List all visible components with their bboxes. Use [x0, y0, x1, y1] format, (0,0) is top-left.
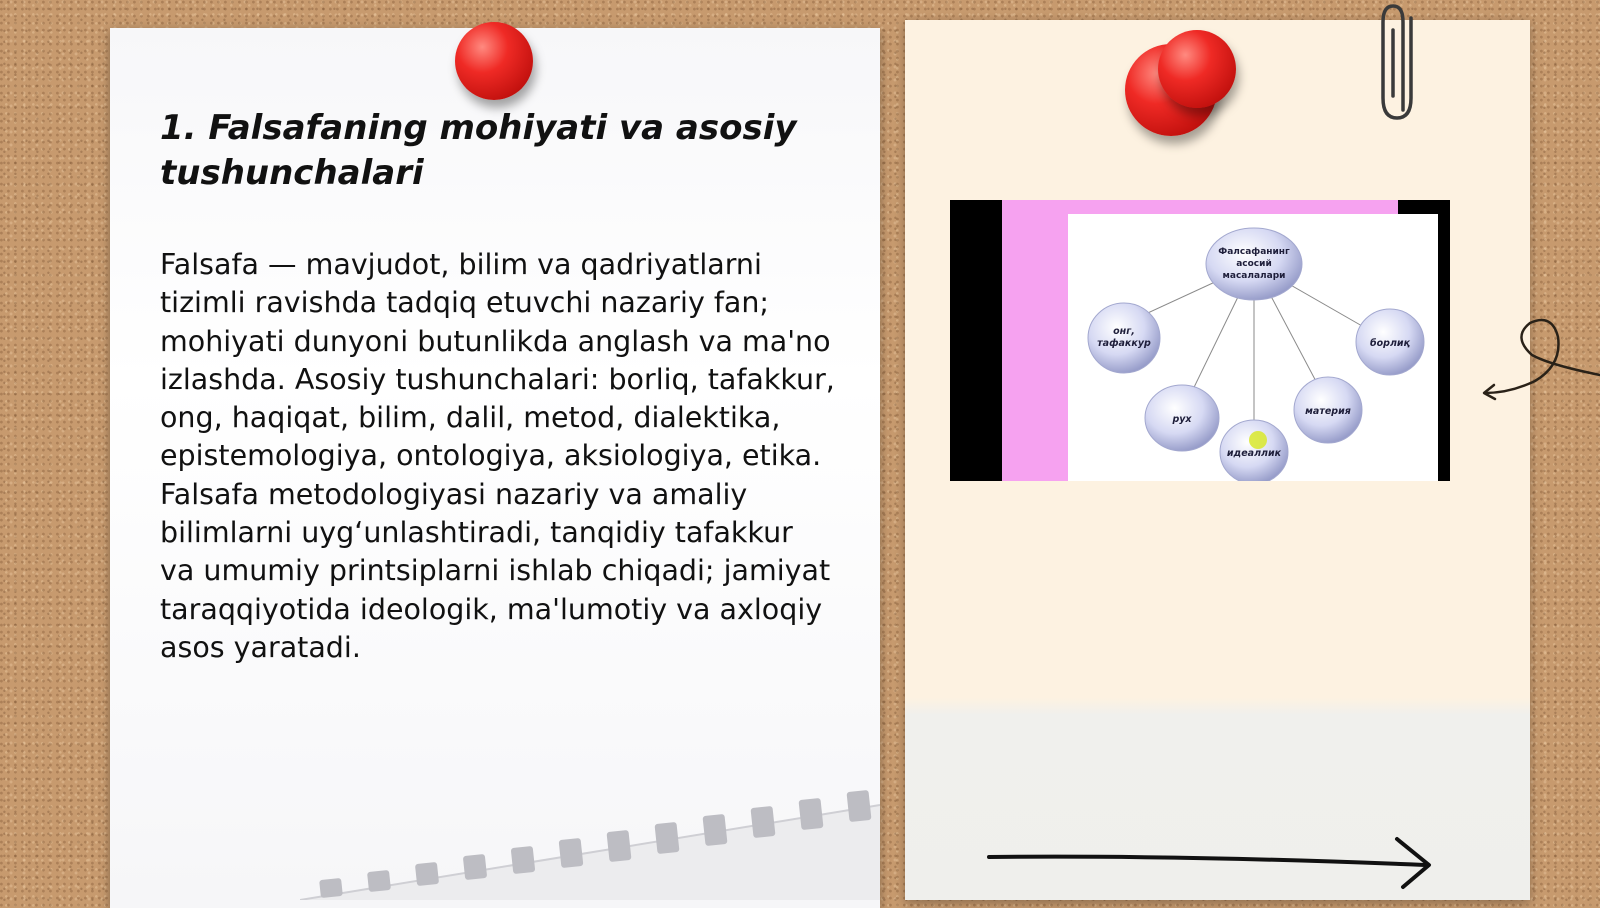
diagram-node-idealizm — [1220, 420, 1288, 481]
svg-text:рух: рух — [1172, 414, 1192, 425]
embedded-video-frame[interactable] — [950, 200, 1450, 481]
diagram-center-node — [1206, 228, 1302, 300]
diagram-node-borliq — [1356, 309, 1424, 375]
push-pin-icon — [455, 22, 533, 100]
svg-text:борлиқ: борлиқ — [1369, 338, 1411, 349]
video-pink-border — [1002, 200, 1411, 481]
paperclip-icon — [1375, 0, 1425, 125]
svg-text:онг,: онг, — [1113, 326, 1135, 337]
video-content — [1068, 214, 1438, 481]
arrow-right-icon — [985, 835, 1445, 890]
svg-text:тафаккур: тафаккур — [1097, 338, 1151, 349]
philosophy-concept-diagram — [1068, 214, 1438, 481]
push-pin-icon — [1158, 30, 1236, 108]
diagram-node-ong — [1088, 303, 1160, 373]
torn-notebook-edge — [300, 785, 880, 900]
svg-text:масалалари: масалалари — [1222, 271, 1286, 281]
svg-text:материя: материя — [1305, 406, 1351, 417]
svg-text:идеаллик: идеаллик — [1226, 448, 1282, 459]
diagram-node-ruh — [1145, 385, 1219, 451]
diagram-node-materiya — [1294, 377, 1362, 443]
slide-body-text: Falsafa — mavjudot, bilim va qadriyatlarni tizimli ravishda tadqiq etuvchi nazariy fan; mohiyati dunyoni butunlikda anglash va ma'no izlashda. Asosiy tushunchalari: borliq, tafakkur, ong, haqiqat, bilim, dalil, metod, dialektika, epistemologiya, ontologiya, aksiologiya, etika. Falsafa metodologiyasi nazariy va amaliy bilimlarni uyg‘unlashtiradi, tanqidiy tafakkur va umumiy printsiplarni ishlab chiqadi; jamiyat taraqqiyotida ideologik, ma'lumotiy va axloqiy asos yaratadi. — [160, 248, 835, 664]
loop-arrow-icon — [1480, 315, 1600, 405]
slide-title: 1. Falsafaning mohiyati va asosiy tushunchalari — [160, 108, 797, 193]
svg-text:Фалсафанинг: Фалсафанинг — [1218, 247, 1290, 257]
svg-text:асосий: асосий — [1236, 259, 1272, 269]
